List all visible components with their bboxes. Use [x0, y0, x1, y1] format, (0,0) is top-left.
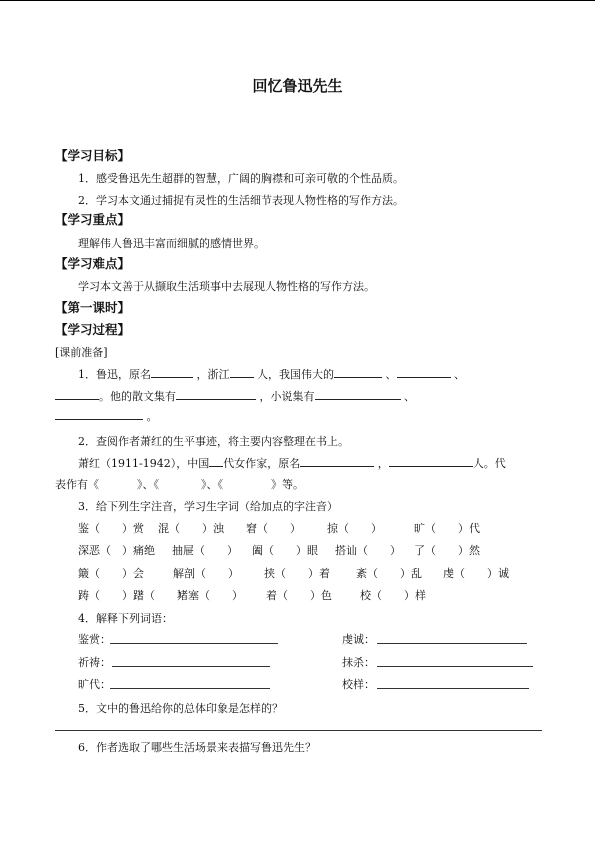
q4-word-label: 鉴赏： — [78, 633, 111, 646]
q3-item[interactable]: 着（ ）色 — [266, 589, 332, 602]
q1-blank-novels2[interactable] — [55, 409, 143, 420]
q3-item[interactable]: 校（ ）样 — [360, 589, 426, 602]
heading-goals: 【学习目标】 — [55, 148, 131, 163]
q3-item[interactable]: 了（ ）然 — [414, 544, 480, 557]
q2-line2: 萧红（1911-1942），中国 代女作家，原名 ， 人。代 — [78, 457, 506, 470]
q3-item[interactable]: 簸（ ）会 — [78, 567, 144, 580]
q3-item[interactable]: 堵塞（ ） — [177, 589, 243, 602]
page-title: 回忆鲁迅先生 — [252, 77, 343, 95]
q4-answer-line[interactable] — [112, 665, 270, 667]
q3-item[interactable]: 掠（ ） — [327, 522, 382, 535]
q1-blank-essays[interactable] — [176, 389, 256, 400]
q3-item[interactable]: 混（ ）浊 — [158, 522, 224, 535]
q3-item[interactable]: 解剖（ ） — [173, 567, 239, 580]
q4-word-label: 虔诚： — [342, 633, 375, 646]
q5-answer-line[interactable] — [55, 729, 542, 731]
q4-answer-line[interactable] — [377, 642, 527, 644]
key-text: 理解伟人鲁迅丰富而细腻的感情世界。 — [78, 237, 265, 250]
q1-blank-role3[interactable] — [55, 389, 99, 400]
heading-difficult: 【学习难点】 — [55, 256, 131, 271]
q6-text: 6．作者选取了哪些生活场景来表描写鲁迅先生？ — [78, 741, 316, 754]
q2-blank-realname[interactable] — [300, 456, 374, 467]
q1-blank-hometown[interactable] — [230, 367, 254, 378]
q2-line1: 2．查阅作者萧红的生平事迹，将主要内容整理在书上。 — [78, 435, 349, 448]
q4-title: 4．解释下列词语： — [78, 612, 173, 625]
q1-line2: 。他的散文集有 ，小说集有 、 — [55, 388, 415, 404]
q3-item[interactable]: 旷（ ）代 — [414, 522, 480, 535]
q3-item[interactable]: 深恶（ ）痛绝 — [78, 544, 155, 557]
q2-line3: 表作有《 》、《 》、《 》等。 — [55, 478, 304, 491]
q3-item[interactable]: 踌（ ）躇（ ） — [78, 589, 188, 602]
q4-answer-line[interactable] — [110, 642, 278, 644]
q4-word-label: 祈祷： — [78, 656, 111, 669]
goal-1: 1．感受鲁迅先生超群的智慧，广阔的胸襟和可亲可敬的个性品质。 — [78, 172, 404, 185]
heading-key: 【学习重点】 — [55, 212, 131, 227]
q3-title: 3．给下列生字注音，学习生字词（给加点的字注音） — [78, 500, 338, 513]
q1-line1: 1．鲁迅，原名 ，浙江 人，我国伟大的 、 、 — [78, 368, 465, 381]
q5-text: 5．文中的鲁迅给你的总体印象是怎样的？ — [78, 702, 283, 715]
difficult-text: 学习本文善于从撷取生活琐事中去展现人物性格的写作方法。 — [78, 280, 375, 293]
q3-item[interactable]: 虔（ ）诚 — [443, 567, 509, 580]
heading-lesson: 【第一课时】 — [55, 300, 131, 315]
q4-answer-line[interactable] — [377, 665, 533, 667]
q2-blank-era[interactable] — [209, 456, 223, 467]
q1-blank-name[interactable] — [151, 367, 193, 378]
q4-word-label: 抹杀： — [342, 656, 375, 669]
q3-item[interactable]: 紊（ ）乱 — [356, 567, 422, 580]
q3-item[interactable]: 鉴（ ）赏 — [78, 522, 144, 535]
q1-blank-role1[interactable] — [334, 367, 382, 378]
goal-2: 2．学习本文通过捕捉有灵性的生活细节表现人物性格的写作方法。 — [78, 194, 404, 207]
q1-blank-novels1[interactable] — [315, 389, 401, 400]
q2-blank-hometown[interactable] — [389, 456, 473, 467]
q1-line3: 。 — [55, 408, 158, 424]
q3-item[interactable]: 挟（ ）着 — [264, 567, 330, 580]
q4-answer-line[interactable] — [377, 687, 529, 689]
q4-answer-line[interactable] — [110, 687, 270, 689]
top-rule — [0, 0, 595, 1]
prep-label: [课前准备] — [55, 346, 108, 359]
q3-item[interactable]: 阖（ ）眼 — [252, 544, 318, 557]
q3-item[interactable]: 搭讪（ ） — [335, 544, 401, 557]
q3-item[interactable]: 抽屉（ ） — [172, 544, 238, 557]
q4-word-label: 校样： — [342, 678, 375, 691]
heading-process: 【学习过程】 — [55, 322, 131, 337]
q4-word-label: 旷代： — [78, 678, 111, 691]
q3-item[interactable]: 窘（ ） — [246, 522, 301, 535]
q1-blank-role2[interactable] — [397, 367, 451, 378]
